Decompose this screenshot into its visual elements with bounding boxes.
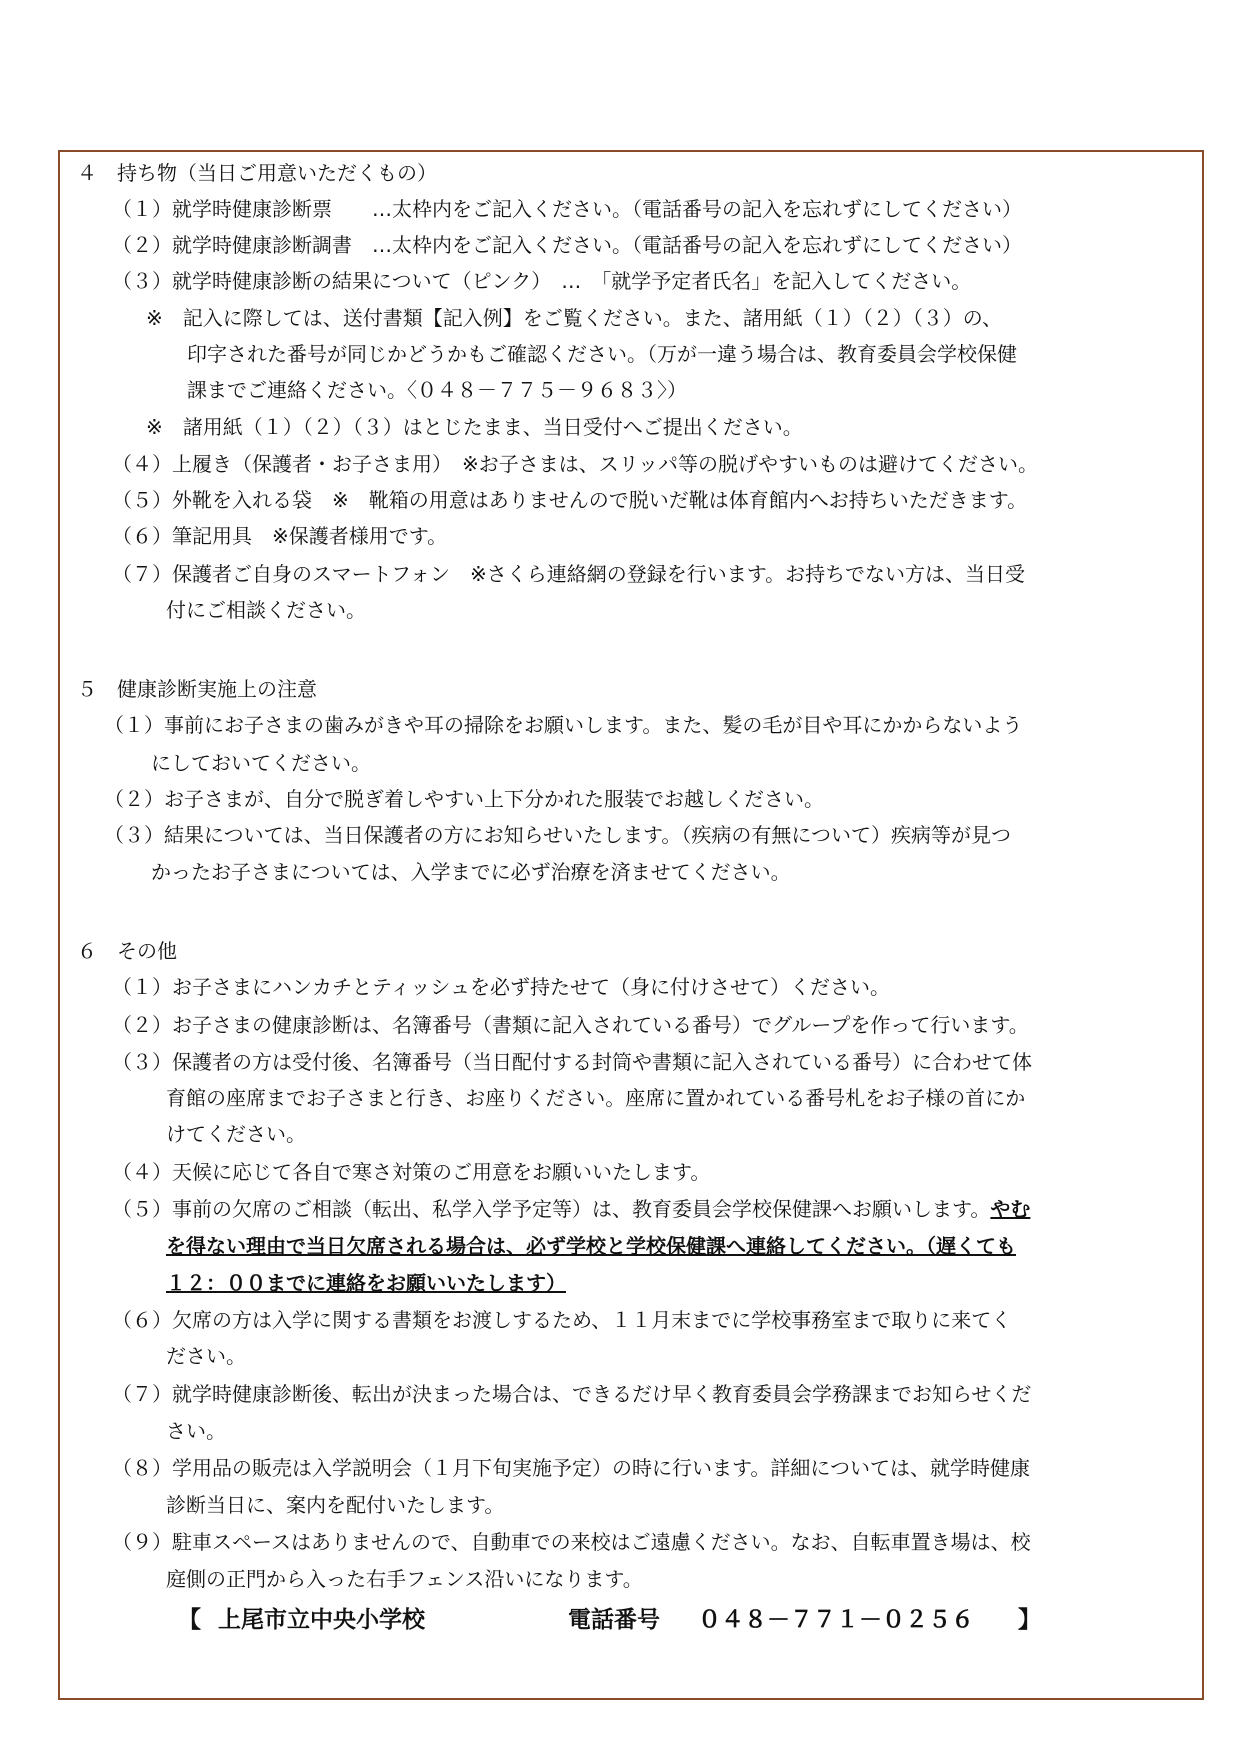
- section-4-note-1: ※ 記入に際しては、送付書類【記入例】をご覧ください。また、諸用紙（１）（２）（３）の、: [146, 306, 1002, 330]
- section-6-item-5-text: （５）事前の欠席のご相談（転出、私学入学予定等）は、教育委員会学校保健課へお願いします。: [112, 1197, 991, 1221]
- section-4-item-7: （７）保護者ご自身のスマートフォン ※さくら連絡網の登録を行います。お持ちでない方は、当日受: [112, 562, 1025, 586]
- section-6-item-2: （２）お子さまの健康診断は、名簿番号（書類に記入されている番号）でグループを作って行います。: [112, 1013, 1029, 1037]
- section-4-item-4: （４）上履き（保護者・お子さま用） ※お子さまは、スリッパ等の脱げやすいものは避けてください。: [112, 452, 1038, 476]
- section-5-item-2: （２）お子さまが、自分で脱ぎ着しやすい上下分かれた服装でお越しください。: [104, 787, 824, 811]
- section-5-heading: ５ 健康診断実施上の注意: [77, 677, 317, 701]
- section-5-item-3: （３）結果については、当日保護者の方にお知らせいたします。（疾病の有無について）疾病等が見つ: [104, 823, 1011, 847]
- section-6-item-9-cont: 庭側の正門から入った右手フェンス沿いになります。: [166, 1567, 643, 1591]
- section-6-heading: ６ その他: [77, 939, 177, 963]
- section-4-heading: ４ 持ち物（当日ご用意いただくもの）: [77, 161, 437, 185]
- section-6-item-8: （８）学用品の販売は入学説明会（１月下旬実施予定）の時に行います。詳細については、就学時健康: [112, 1456, 1030, 1480]
- section-6-item-1: （１）お子さまにハンカチとティッシュを必ず持たせて（身に付けさせて）ください。: [112, 975, 890, 999]
- section-6-item-3-cont: 育館の座席までお子さまと行き、お座りください。座席に置かれている番号札をお子様の首にか: [166, 1086, 1026, 1110]
- section-6-item-5-emphasis: やむ: [990, 1197, 1031, 1221]
- section-6-item-5-emphasis-cont: を得ない理由で当日欠席される場合は、必ず学校と学校保健課へ連絡してください。（遅くても: [166, 1234, 1016, 1258]
- section-4-note-2: ※ 諸用紙（１）（２）（３）はとじたまま、当日受付へご提出ください。: [146, 415, 803, 439]
- section-6-item-8-cont: 診断当日に、案内を配付いたします。: [166, 1493, 505, 1517]
- section-6-item-5-emphasis-cont: １２：００までに連絡をお願いいたします）: [166, 1271, 566, 1295]
- section-6-item-4: （４）天候に応じて各自で寒さ対策のご用意をお願いいたします。: [112, 1160, 711, 1184]
- school-contact-footer: [178, 1605, 1048, 1635]
- section-6-item-3: （３）保護者の方は受付後、名簿番号（当日配付する封筒や書類に記入されている番号）に合わせて体: [112, 1050, 1032, 1074]
- section-4-item-7-cont: 付にご相談ください。: [166, 598, 366, 622]
- section-6-item-7-cont: さい。: [166, 1419, 226, 1443]
- section-5-item-1: （１）事前にお子さまの歯みがきや耳の掃除をお願いします。また、髪の毛が目や耳にかからないよう: [104, 713, 1023, 737]
- section-4-item-1: （１）就学時健康診断票 …太枠内をご記入ください。（電話番号の記入を忘れずにしてください）: [112, 197, 1022, 221]
- section-6-item-6: （６）欠席の方は入学に関する書類をお渡しするため、１１月末までに学校事務室まで取りに来てく: [112, 1308, 1012, 1332]
- footer-open-bracket: 【: [178, 1607, 201, 1633]
- section-6-item-9: （９）駐車スペースはありませんので、自動車での来校はご遠慮ください。なお、自転車置き場は、校: [112, 1530, 1031, 1554]
- school-name: 上尾市立中央小学校: [218, 1607, 425, 1633]
- section-4-item-3: （３）就学時健康診断の結果について（ピンク） … 「就学予定者氏名」を記入してください。: [112, 269, 972, 293]
- section-4-item-6: （６）筆記用具 ※保護者様用です。: [112, 524, 448, 548]
- section-6-item-6-cont: ださい。: [166, 1344, 246, 1368]
- section-5-item-1-cont: にしておいてください。: [151, 751, 371, 775]
- section-5-item-3-cont: かったお子さまについては、入学までに必ず治療を済ませてください。: [151, 860, 791, 884]
- section-4-item-2: （２）就学時健康診断調書 …太枠内をご記入ください。（電話番号の記入を忘れずにしてください）: [112, 233, 1022, 257]
- section-6-item-7: （７）就学時健康診断後、転出が決まった場合は、できるだけ早く教育委員会学務課までお知らせくだ: [112, 1382, 1032, 1406]
- section-4-note-1-cont: 印字された番号が同じかどうかもご確認ください。（万が一違う場合は、教育委員会学校保健: [187, 342, 1017, 366]
- section-4-item-5: （５）外靴を入れる袋 ※ 靴箱の用意はありませんので脱いだ靴は体育館内へお持ちいただきます。: [112, 488, 1028, 512]
- section-6-item-3-cont: けてください。: [166, 1122, 306, 1146]
- phone-label: 電話番号: [568, 1607, 660, 1633]
- section-4-note-1-cont: 課までご連絡ください。〈０４８－７７５－９６８３〉）: [187, 378, 687, 402]
- phone-number: ０４８－７７１－０２５６: [698, 1607, 974, 1633]
- section-6-item-5: [112, 1197, 1030, 1221]
- footer-close-bracket: 】: [1018, 1607, 1041, 1633]
